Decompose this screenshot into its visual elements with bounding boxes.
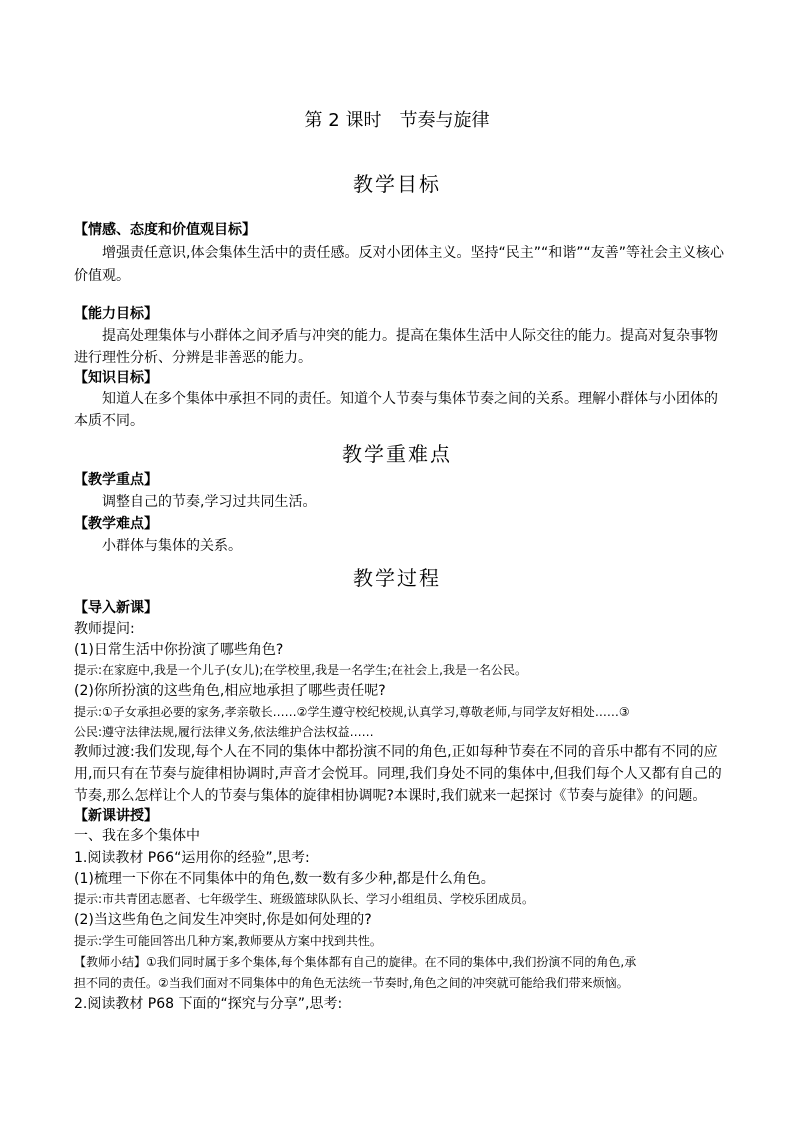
paragraph-line: 本质不同。 (74, 413, 144, 429)
hint-line: 提示:市共青团志愿者、七年级学生、班级篮球队队长、学习小组组员、学校乐团成员。 (74, 892, 535, 906)
paragraph-line: 1.阅读教材 P66“运用你的经验”,思考: (74, 850, 310, 866)
heading-intro: 【导入新课】 (74, 600, 158, 616)
hint-line: 公民:遵守法律法规,履行法律义务,依法维护合法权益…… (74, 725, 374, 739)
paragraph-line: 知道人在多个集体中承担不同的责任。知道个人节奏与集体节奏之间的关系。理解小群体与小团体的 (102, 391, 718, 407)
section-heading-goals: 教学目标 (353, 172, 441, 196)
paragraph-line: 教师过渡:我们发现,每个人在不同的集体中都扮演不同的角色,正如每种节奏在不同的音乐中都有不同的应 (74, 744, 718, 760)
hint-line: 提示:①子女承担必要的家务,孝亲敬长……②学生遵守校纪校规,认真学习,尊敬老师,与同学友好相处……③ (74, 705, 630, 719)
summary-line: 担不同的责任。②当我们面对不同集体中的角色无法统一节奏时,角色之间的冲突就可能给我们带来烦恼。 (74, 976, 629, 990)
paragraph-line: 教师提问: (74, 621, 135, 637)
heading-new-lesson: 【新课讲授】 (74, 808, 158, 824)
hint-line: 提示:学生可能回答出几种方案,教师要从方案中找到共性。 (74, 934, 382, 948)
paragraph-line: 小群体与集体的关系。 (102, 538, 242, 554)
question-line: (2)你所扮演的这些角色,相应地承担了哪些责任呢? (74, 683, 386, 699)
paragraph-line: 进行理性分析、分辨是非善恶的能力。 (74, 350, 312, 366)
heading-difficult-point: 【教学难点】 (74, 516, 158, 532)
question-line: (1)梳理一下你在不同集体中的角色,数一数有多少种,都是什么角色。 (74, 871, 495, 887)
paragraph-line: 提高处理集体与小群体之间矛盾与冲突的能力。提高在集体生活中人际交往的能力。提高对复杂事物 (102, 328, 718, 344)
section-heading-keypoints: 教学重难点 (342, 442, 452, 466)
paragraph-line: 节奏,那么怎样让个人的节奏与集体的旋律相协调呢?本课时,我们就来一起探讨《节奏与旋律》的问题。 (74, 788, 707, 804)
lesson-title: 第 2 课时 节奏与旋律 (304, 110, 490, 131)
paragraph-line: 增强责任意识,体会集体生活中的责任感。反对小团体主义。坚持“民主”“和谐”“友善”等社会主义核心 (102, 245, 724, 261)
paragraph-line: 价值观。 (74, 268, 130, 284)
heading-emotion-goals: 【情感、态度和价值观目标】 (74, 222, 256, 238)
heading-knowledge-goals: 【知识目标】 (74, 370, 158, 386)
paragraph-line: 用,而只有在节奏与旋律相协调时,声音才会悦耳。同理,我们身处不同的集体中,但我们每个人又都有自己的 (74, 766, 722, 782)
section-heading-process: 教学过程 (353, 566, 441, 590)
question-line: (1)日常生活中你扮演了哪些角色? (74, 642, 284, 658)
question-line: (2)当这些角色之间发生冲突时,你是如何处理的? (74, 912, 372, 928)
heading-ability-goals: 【能力目标】 (74, 306, 158, 322)
hint-line: 提示:在家庭中,我是一个儿子(女儿);在学校里,我是一名学生;在社会上,我是一名公民。 (74, 663, 527, 677)
paragraph-line: 2.阅读教材 P68 下面的“探究与分享”,思考: (74, 996, 343, 1012)
heading-key-point: 【教学重点】 (74, 472, 158, 488)
subsection-heading: 一、我在多个集体中 (74, 828, 200, 844)
paragraph-line: 调整自己的节奏,学习过共同生活。 (102, 494, 317, 510)
summary-line: 【教师小结】①我们同时属于多个集体,每个集体都有自己的旋律。在不同的集体中,我们扮演不同的角色,承 (74, 955, 637, 969)
